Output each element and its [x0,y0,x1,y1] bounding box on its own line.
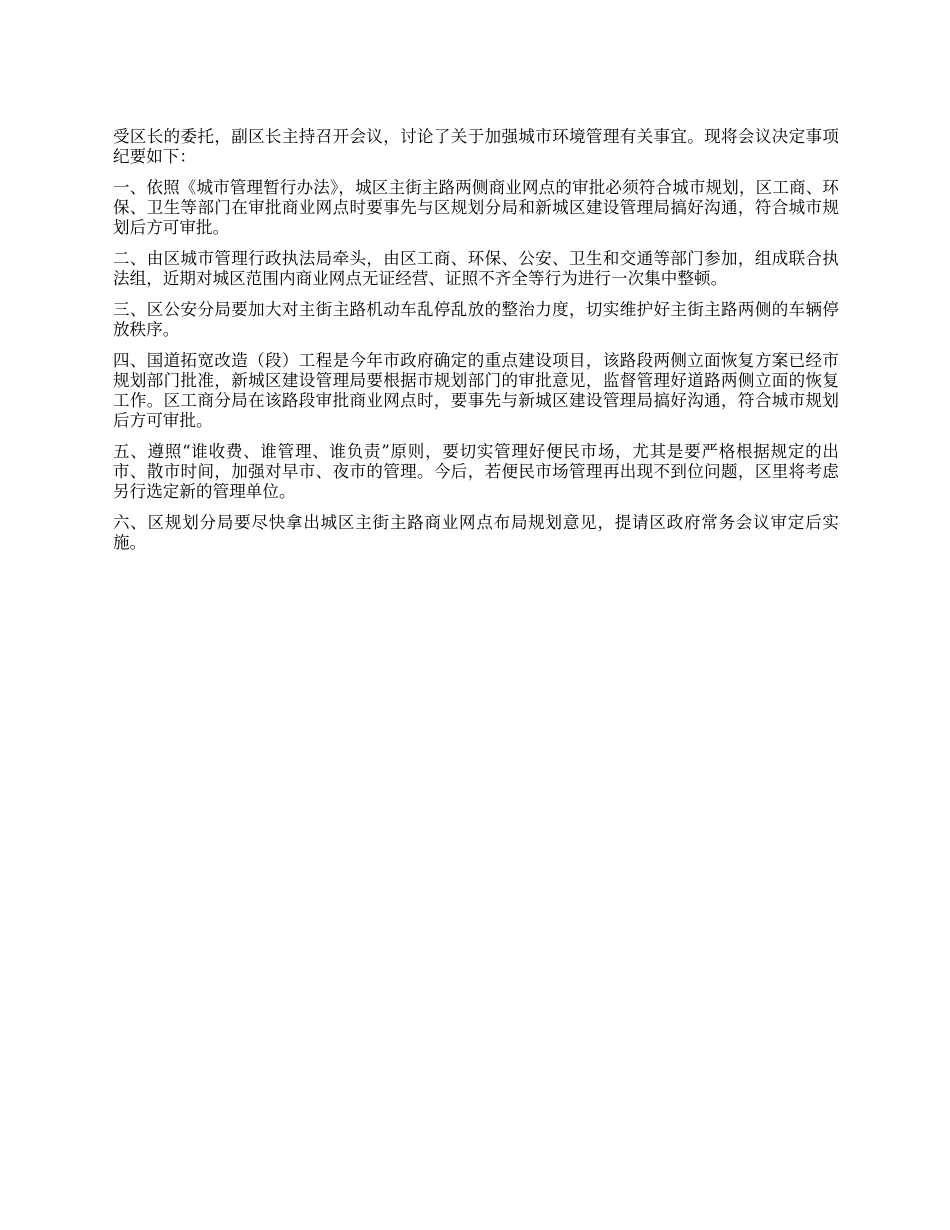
item-paragraph-5: 五、遵照“谁收费、谁管理、谁负责”原则，要切实管理好便民市场，尤其是要严格根据规定的出市、散市时间，加强对早市、夜市的管理。今后，若便民市场管理再出现不到位问题，区里将考虑另行选定新的管理单位。 [113,442,839,501]
item-paragraph-4: 四、国道拓宽改造（段）工程是今年市政府确定的重点建设项目，该路段两侧立面恢复方案已经市规划部门批准，新城区建设管理局要根据市规划部门的审批意见，监督管理好道路两侧立面的恢复工作。区工商分局在该路段审批商业网点时，要事先与新城区建设管理局搞好沟通，符合城市规划后方可审批。 [113,351,839,430]
item-paragraph-6: 六、区规划分局要尽快拿出城区主街主路商业网点布局规划意见，提请区政府常务会议审定后实施。 [113,513,839,552]
item-paragraph-1: 一、依照《城市管理暂行办法》，城区主街主路两侧商业网点的审批必须符合城市规划，区工商、环保、卫生等部门在审批商业网点时要事先与区规划分局和新城区建设管理局搞好沟通，符合城市规划后方可审批。 [113,178,839,237]
intro-paragraph: 受区长的委托，副区长主持召开会议，讨论了关于加强城市环境管理有关事宜。现将会议决定事项纪要如下： [113,127,839,166]
item-paragraph-3: 三、区公安分局要加大对主街主路机动车乱停乱放的整治力度，切实维护好主街主路两侧的车辆停放秩序。 [113,300,839,339]
item-paragraph-2: 二、由区城市管理行政执法局牵头，由区工商、环保、公安、卫生和交通等部门参加，组成联合执法组，近期对城区范围内商业网点无证经营、证照不齐全等行为进行一次集中整顿。 [113,249,839,288]
document-body [113,127,839,564]
